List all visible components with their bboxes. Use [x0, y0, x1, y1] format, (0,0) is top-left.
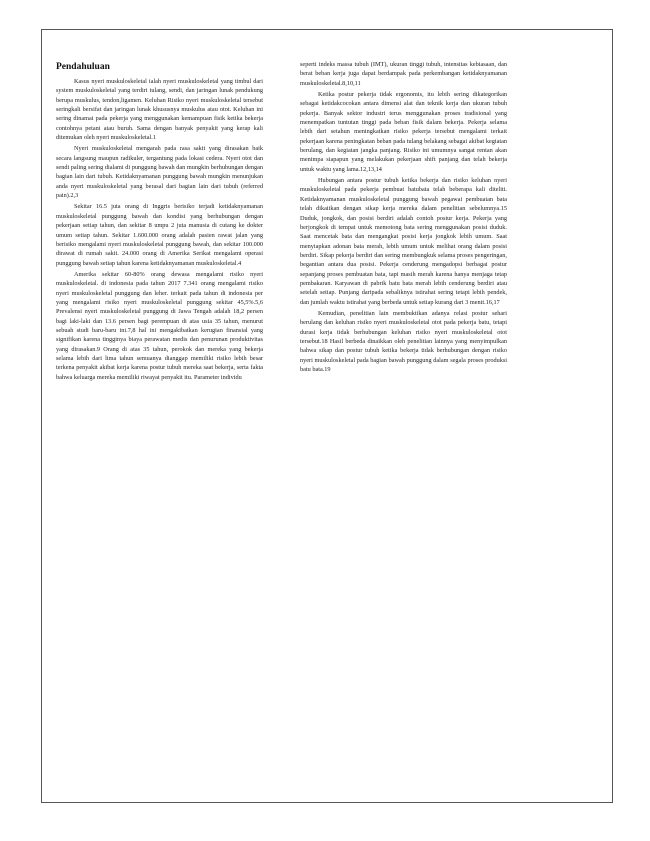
section-heading: Pendahuluan [56, 62, 110, 72]
paragraph: Ketika postur pekerja tidak ergonomis, itu lebih sering dikategorikan sebagai ketidakcocokan antara dimensi alat dan teknik kerja dan ukuran tubuh pekerja. Banyak sektor industri terus menggunakan proses tradisional yang menempatkan tuntutan tinggi pada beban fisik dalam bekerja. Pekerja selama lebih dari setahun meningkatkan risiko pekerja tersebut mengalami terkait pekerjaan karena peningkatan beban pada tulang belakang sebagai akibat kegiatan berulang, dan kegiatan jangka panjang. Risiko ini umumnya sangat rentan akan menimpa siapapun yang melakukan pekerjaan shift panjang dan telah bekerja untuk waktu yang lama.12,13,14 [300, 91, 507, 173]
paragraph: Nyeri muskuloskeletal mengarah pada rasa sakit yang dirasakan baik secara langsung maupun radikuler, tergantung pada lokasi cedera. Nyeri otot dan sendi paling sering dialami di punggung bawah dan mungkin berhubungan dengan bagian lain dari tubuh. Ketidaknyamanan punggung bawah mungkin menunjukan anda nyeri muskuloskeletal yang berasal dari bagian lain dari tubuh (referred pain).2,3 [56, 145, 263, 200]
paragraph: Kasus nyeri muskuloskeletal ialah nyeri muskuloskeletal yang timbul dari system muskuloskeletal yang terdiri tulang, sendi, dan jaringan lunak pendukung berupa muskulus, tendon,ligamen. Keluhan Risiko nyeri muskuloskeletal tersebut seringkali bersifat dan jaringan lunak khususnya muskulus atau otot. Keluhan ini sering dinamai pada pekerja yang menggunakan kemampuan fisik ketika bekerja contohnya petani atau buruh. Sama dengan banyak penyakit yang kerap kali ditemukan oleh nyeri muskuloskeletal.1 [56, 78, 263, 142]
paragraph: Kemudian, penelitian lain membuktikan adanya relasi postur sehari berulang dan keluhan risiko nyeri muskuloskeletal otot pada pekerja batu, tetapi durasi kerja tidak berhubungan keluhan risiko nyeri muskuloskeletal otot tersebut.18 Hasil berbeda dinaikkan oleh penelitian lainnya yang menyimpulkan bahwa sikap dan postur tubuh ketika bekerja tidak berhubungan dengan risiko nyeri muskuloskeletal pada bagian bawah punggung dalam segala proses produksi batu bata.19 [300, 309, 507, 373]
paragraph: Amerika sekitar 60-80% orang dewasa mengalami risiko nyeri muskuloskeletal. di indonesia pada tahun 2017 7.341 orang mengalami risiko nyeri muskuloskeletal punggung dan leher. terkait pada tahun di indonesia per yang mengalami risiko nyeri muskuloskeletal punggung sekitar 45,5%.5,6 Prevalensi nyeri muskuloskeletal punggung di Jawa Tengah adalah 18,2 persen bagi laki-laki dan 13.6 persen bagi perempuan di atas usia 35 tahun, menurut sebuah studi baru-baru ini.7,8 hal ini mengakibatkan kerugian finansial yang signifikan karena tingginya biaya perawatan medis dan penurunan produktivitas yang dirasakan.9 Orang di atas 35 tahun, perokok dan mereka yang bekerja selama lebih dari lima tahun semuanya dianggap memiliki risiko lebih besar terkena penyakit akibat kerja karena postur tubuh mereka saat bekerja, serta fakta bahwa keluarga mereka memiliki riwayat penyakit itu. Parameter individu [56, 270, 263, 381]
paragraph: seperti indeks massa tubuh (IMT), ukuran tinggi tubuh, intensitas kebiasaan, dan berat beban kerja juga dapat berdampak pada perkembangan ketidaknyamanan muskuloskeletal.8,10,11 [300, 61, 507, 87]
left-column [56, 62, 263, 384]
paragraph: Hubungan antara postur tubuh ketika bekerja dan risiko keluhan nyeri muskuloskeletal pada pekerja pembuat batubata telah beberapa kali diteliti. Ketidaknyamanan muskuloskeletal punggung bawah pegawai pembuatan bata telah dikaitkan dengan sikap kerja mereka dalam penelitian sebelumnya.15 Duduk, jongkok, dan posisi berdiri adalah contoh postur kerja. Pekerja yang berjongkok di tempat untuk memotong bata sering menggunakan posisi duduk. Saat mencetak bata dan mengangkat posisi kerja jongkok lebih umum. Saat menyiapkan adonan bata merah, lebih umum untuk melihat orang dalam posisi berdiri. Sikap pekerja berdiri dan sering membungkuk selama proses pengeringan, begantian antara dua posisi. Pekerja cenderung mengadopsi berbagai postur sepanjang proses pembuatan bata, tapi masih merah karena hanya menjaga tetap pembakaran. Karyawan di pabrik batu bata merah lebih cenderung berdiri atau setelah setiap. Punjang daripada sebaliknya istirahat sering tetapi lebih pendek, dan jumlah waktu istirahat yang berbeda untuk setiap kurang dari 3 menit.16,17 [300, 177, 507, 306]
right-column [300, 60, 507, 376]
paragraph: Sekitar 16.5 juta orang di Inggris berisiko terjadi ketidaknyamanan muskuloskeletal punggung bawah dan kondisi yang berhubungan dengan pekerjaan setiap tahun, dan sekitar 8 umpu 2 juta manusia di cutang ke dokter umum setiap tahun. Sekitar 1.600.000 orang adalah pasien rawat jalan yang berisiko mengalami nyeri muskuloskeletal punggung bawah, dan sekitar 100.000 dirawat di rumah sakit. 24.000 orang di Amerika Serikat mengalami operasi punggung bawah setiap tahun karena ketidaknyamanan muskuloskeletal.4 [56, 203, 263, 267]
